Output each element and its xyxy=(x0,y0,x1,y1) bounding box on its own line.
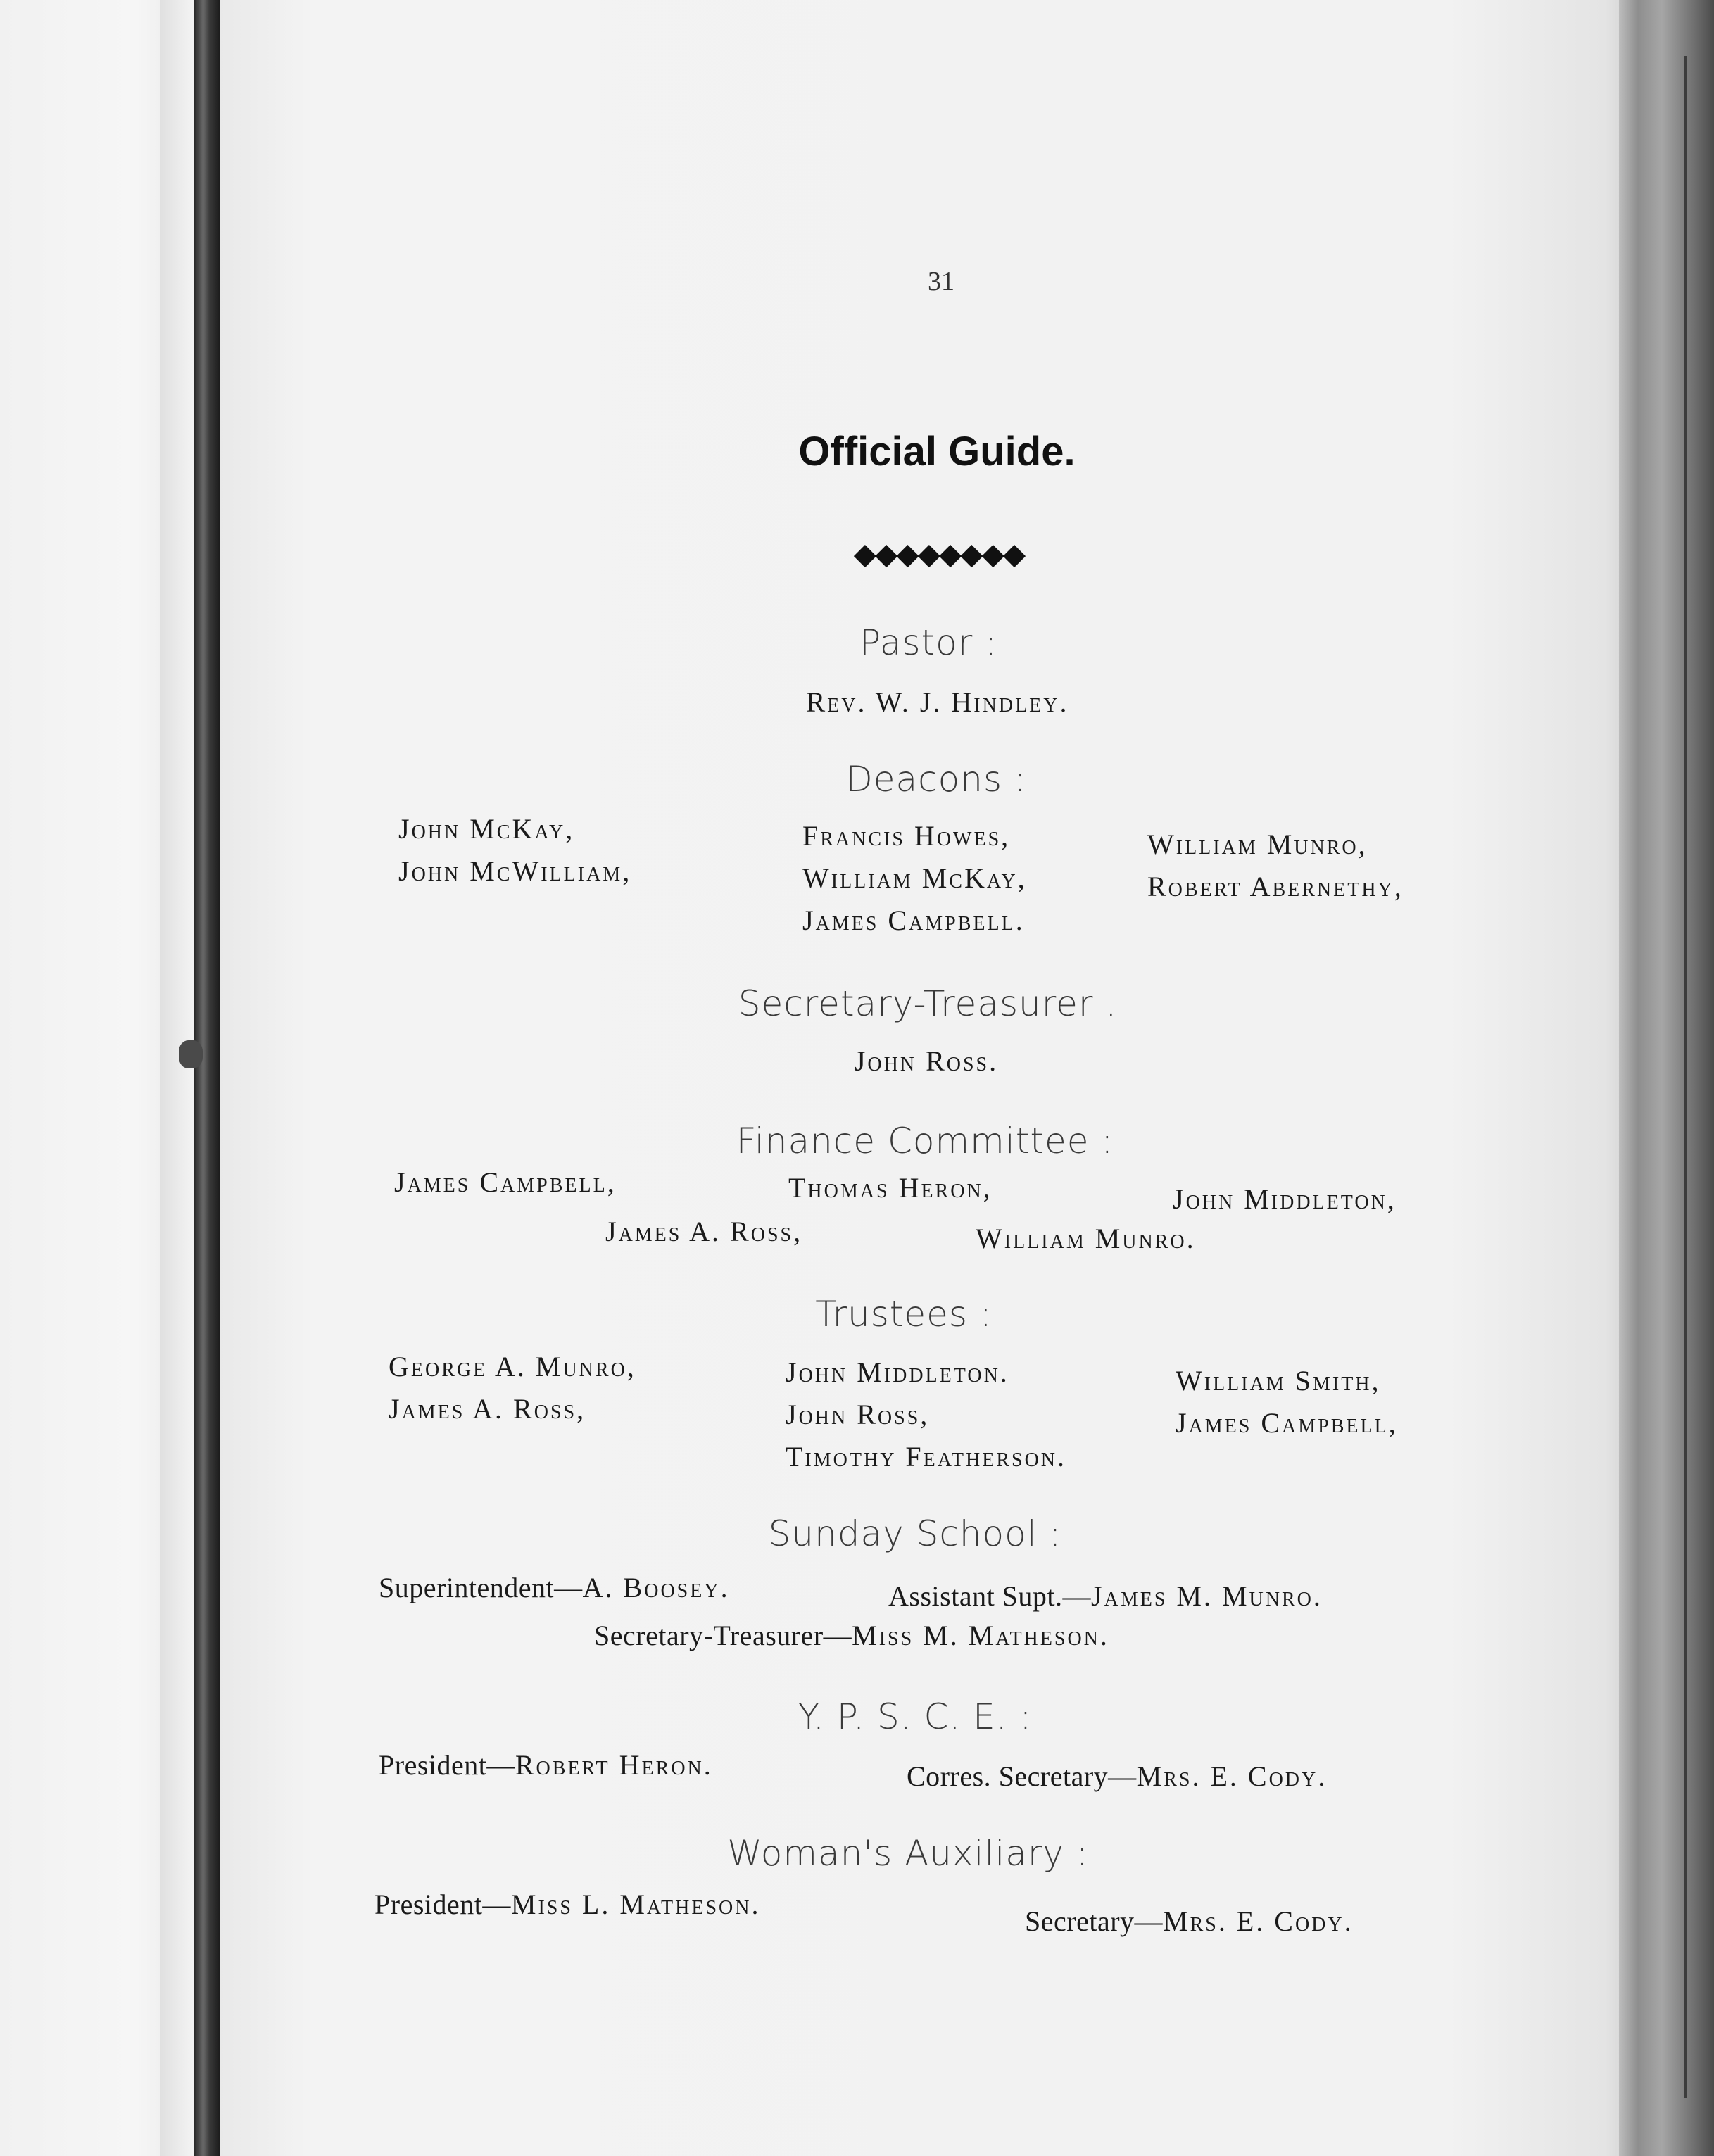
page-number: 31 xyxy=(928,267,954,296)
finance-member: James A. Ross, xyxy=(605,1216,803,1247)
sunday-school-heading: Sunday School : xyxy=(768,1513,1062,1554)
sunday-school-assistant xyxy=(888,1580,1323,1613)
person-name: Miss M. Matheson. xyxy=(852,1620,1109,1651)
role-label: Secretary— xyxy=(1025,1905,1164,1937)
role-label: President— xyxy=(374,1889,511,1920)
ypsce-heading: Y. P. S. C. E. : xyxy=(798,1696,1033,1737)
deacons-column-2 xyxy=(802,815,1027,942)
deacons-column-1 xyxy=(398,808,631,893)
binding-thread-knot xyxy=(179,1040,203,1068)
diamond-ornament: ◆◆◆◆◆◆◆◆ xyxy=(853,536,1025,571)
deacon-name: John McKay, xyxy=(398,813,575,845)
trustees-heading: Trustees : xyxy=(815,1294,993,1335)
person-name: Mrs. E. Cody. xyxy=(1136,1760,1328,1792)
person-name: A. Boosey. xyxy=(582,1572,730,1603)
trustee-name: James A. Ross, xyxy=(389,1393,586,1425)
pastor-heading: Pastor : xyxy=(859,622,998,663)
role-label: Secretary-Treasurer— xyxy=(594,1620,852,1651)
role-label: Superintendent— xyxy=(379,1572,583,1603)
role-label: Assistant Supt.— xyxy=(888,1580,1092,1612)
womans-auxiliary-secretary xyxy=(1025,1905,1354,1938)
spine-gutter xyxy=(160,0,194,2156)
trustee-name: John Ross, xyxy=(786,1399,930,1430)
deacon-name: William Munro, xyxy=(1147,828,1368,860)
role-label: Corres. Secretary— xyxy=(907,1760,1137,1792)
sunday-school-secretary-treasurer xyxy=(594,1619,1109,1652)
book-binding xyxy=(194,0,220,2156)
deacons-heading: Deacons : xyxy=(845,759,1027,800)
person-name: Robert Heron. xyxy=(515,1749,713,1781)
person-name: James M. Munro. xyxy=(1091,1580,1323,1612)
person-name: Miss L. Matheson. xyxy=(510,1889,761,1920)
finance-committee-heading: Finance Committee : xyxy=(736,1121,1114,1161)
ypsce-secretary xyxy=(907,1760,1327,1793)
page-edge-shadow xyxy=(1619,0,1714,2156)
finance-member: Thomas Heron, xyxy=(788,1172,993,1204)
trustee-name: George A. Munro, xyxy=(389,1351,636,1382)
trustees-column-3 xyxy=(1176,1360,1398,1444)
trustee-name: William Smith, xyxy=(1176,1365,1381,1397)
trustees-column-2 xyxy=(786,1351,1066,1478)
ypsce-president xyxy=(379,1748,713,1782)
secretary-treasurer-name: John Ross. xyxy=(854,1045,999,1077)
trustee-name: John Middleton. xyxy=(786,1356,1009,1388)
deacon-name: William McKay, xyxy=(802,862,1027,894)
trustees-column-1 xyxy=(389,1346,636,1430)
trustee-name: James Campbell, xyxy=(1176,1407,1398,1439)
womans-auxiliary-president xyxy=(374,1888,760,1921)
secretary-treasurer-heading: Secretary-Treasurer . xyxy=(738,983,1118,1024)
deacons-column-3 xyxy=(1147,824,1404,908)
finance-member: James Campbell, xyxy=(394,1166,617,1198)
sunday-school-superintendent xyxy=(379,1571,730,1604)
womans-auxiliary-heading: Woman's Auxiliary : xyxy=(727,1833,1089,1874)
deacon-name: Francis Howes, xyxy=(802,820,1011,852)
finance-member: John Middleton, xyxy=(1173,1183,1397,1215)
page-title: Official Guide. xyxy=(798,429,1076,474)
pastor-name: Rev. W. J. Hindley. xyxy=(806,686,1069,718)
deacon-name: Robert Abernethy, xyxy=(1147,871,1404,902)
finance-member: William Munro. xyxy=(976,1223,1196,1254)
role-label: President— xyxy=(379,1749,515,1781)
trustee-name: Timothy Featherson. xyxy=(786,1441,1067,1473)
deacon-name: John McWilliam, xyxy=(398,855,632,887)
person-name: Mrs. E. Cody. xyxy=(1163,1905,1354,1937)
deacon-name: James Campbell. xyxy=(802,904,1025,936)
page-edge-line xyxy=(1684,56,1687,2098)
